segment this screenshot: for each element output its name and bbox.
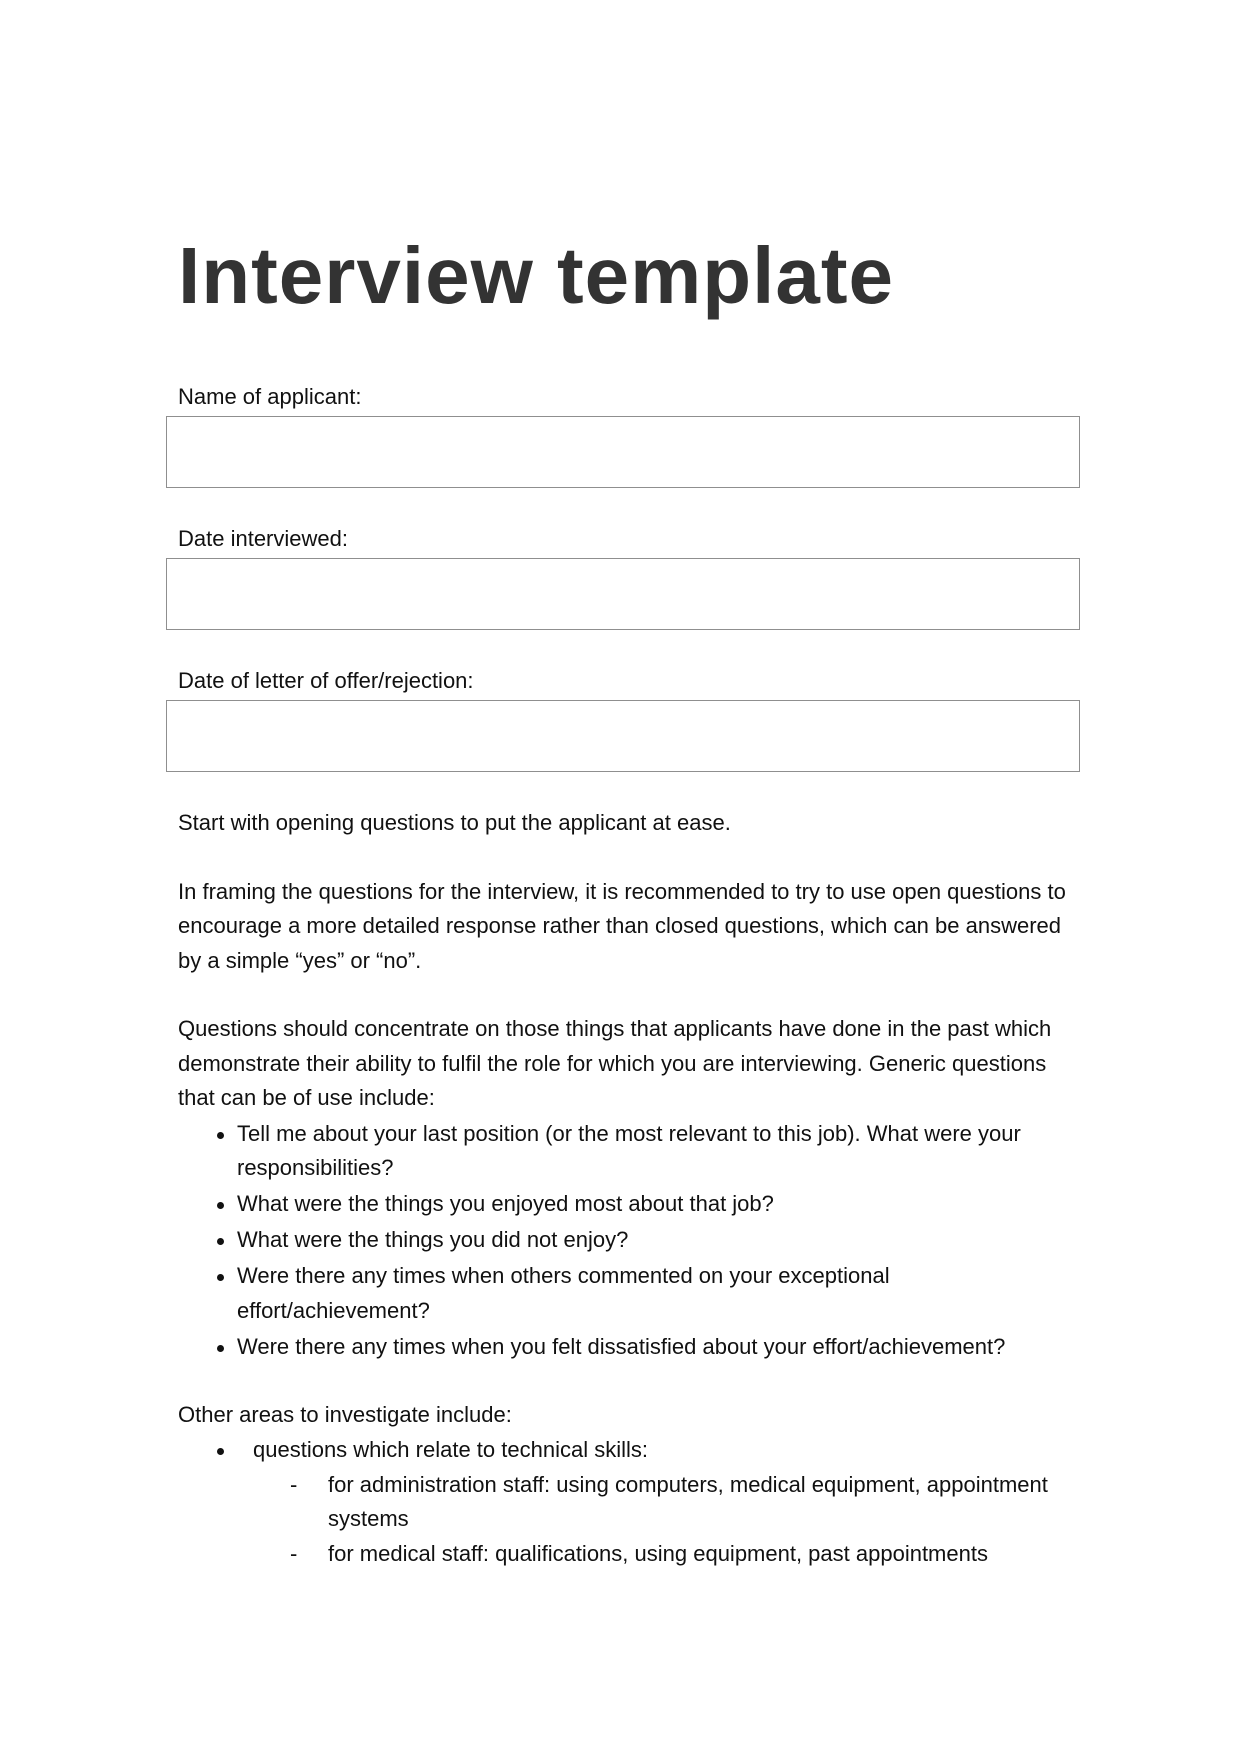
other-areas-heading: Other areas to investigate include: — [178, 1401, 512, 1427]
instructions-body — [178, 806, 1078, 1571]
list-item: Tell me about your last position (or the most relevant to this job). What were your responsibilities? — [178, 1117, 1078, 1186]
framing-paragraph: In framing the questions for the interview, it is recommended to try to use open questions to encourage a more detailed response rather than closed questions, which can be answered by a simple “yes” or “no”. — [178, 878, 1066, 973]
bullet-icon — [217, 1132, 224, 1139]
date-interviewed-label: Date interviewed: — [178, 526, 348, 551]
date-of-letter-field[interactable] — [166, 700, 1080, 772]
bullet-icon — [217, 1202, 224, 1209]
date-of-letter-label: Date of letter of offer/rejection: — [178, 668, 474, 693]
list-item: What were the things you did not enjoy? — [178, 1223, 1078, 1258]
generic-questions-list — [178, 1117, 1078, 1365]
list-item: - for medical staff: qualifications, using equipment, past appointments — [178, 1537, 1078, 1572]
other-areas-list — [178, 1433, 1078, 1468]
bullet-icon — [217, 1345, 224, 1352]
intro-paragraph: Start with opening questions to put the applicant at ease. — [178, 810, 731, 835]
date-interviewed-field[interactable] — [166, 558, 1080, 630]
list-item: - for administration staff: using computers, medical equipment, appointment systems — [178, 1468, 1078, 1537]
name-of-applicant-field[interactable] — [166, 416, 1080, 488]
list-item: What were the things you enjoyed most about that job? — [178, 1187, 1078, 1222]
list-item: Were there any times when others commented on your exceptional effort/achievement? — [178, 1259, 1078, 1328]
bullet-icon — [217, 1448, 224, 1455]
name-of-applicant-label: Name of applicant: — [178, 384, 362, 409]
page-title: Interview template — [178, 231, 895, 320]
bullet-icon — [217, 1274, 224, 1281]
dash-bullet: - — [290, 1471, 298, 1497]
bullet-icon — [217, 1238, 224, 1245]
technical-skills-sublist — [178, 1468, 1078, 1572]
list-item: Were there any times when you felt dissatisfied about your effort/achievement? — [178, 1330, 1078, 1365]
concentrate-paragraph: Questions should concentrate on those things that applicants have done in the past which demonstrate their ability to fulfil the role for which you are interviewing. Generic questions that can be of use include: — [178, 1016, 1052, 1110]
dash-bullet: - — [290, 1540, 298, 1566]
list-item: questions which relate to technical skills: — [178, 1433, 1078, 1468]
